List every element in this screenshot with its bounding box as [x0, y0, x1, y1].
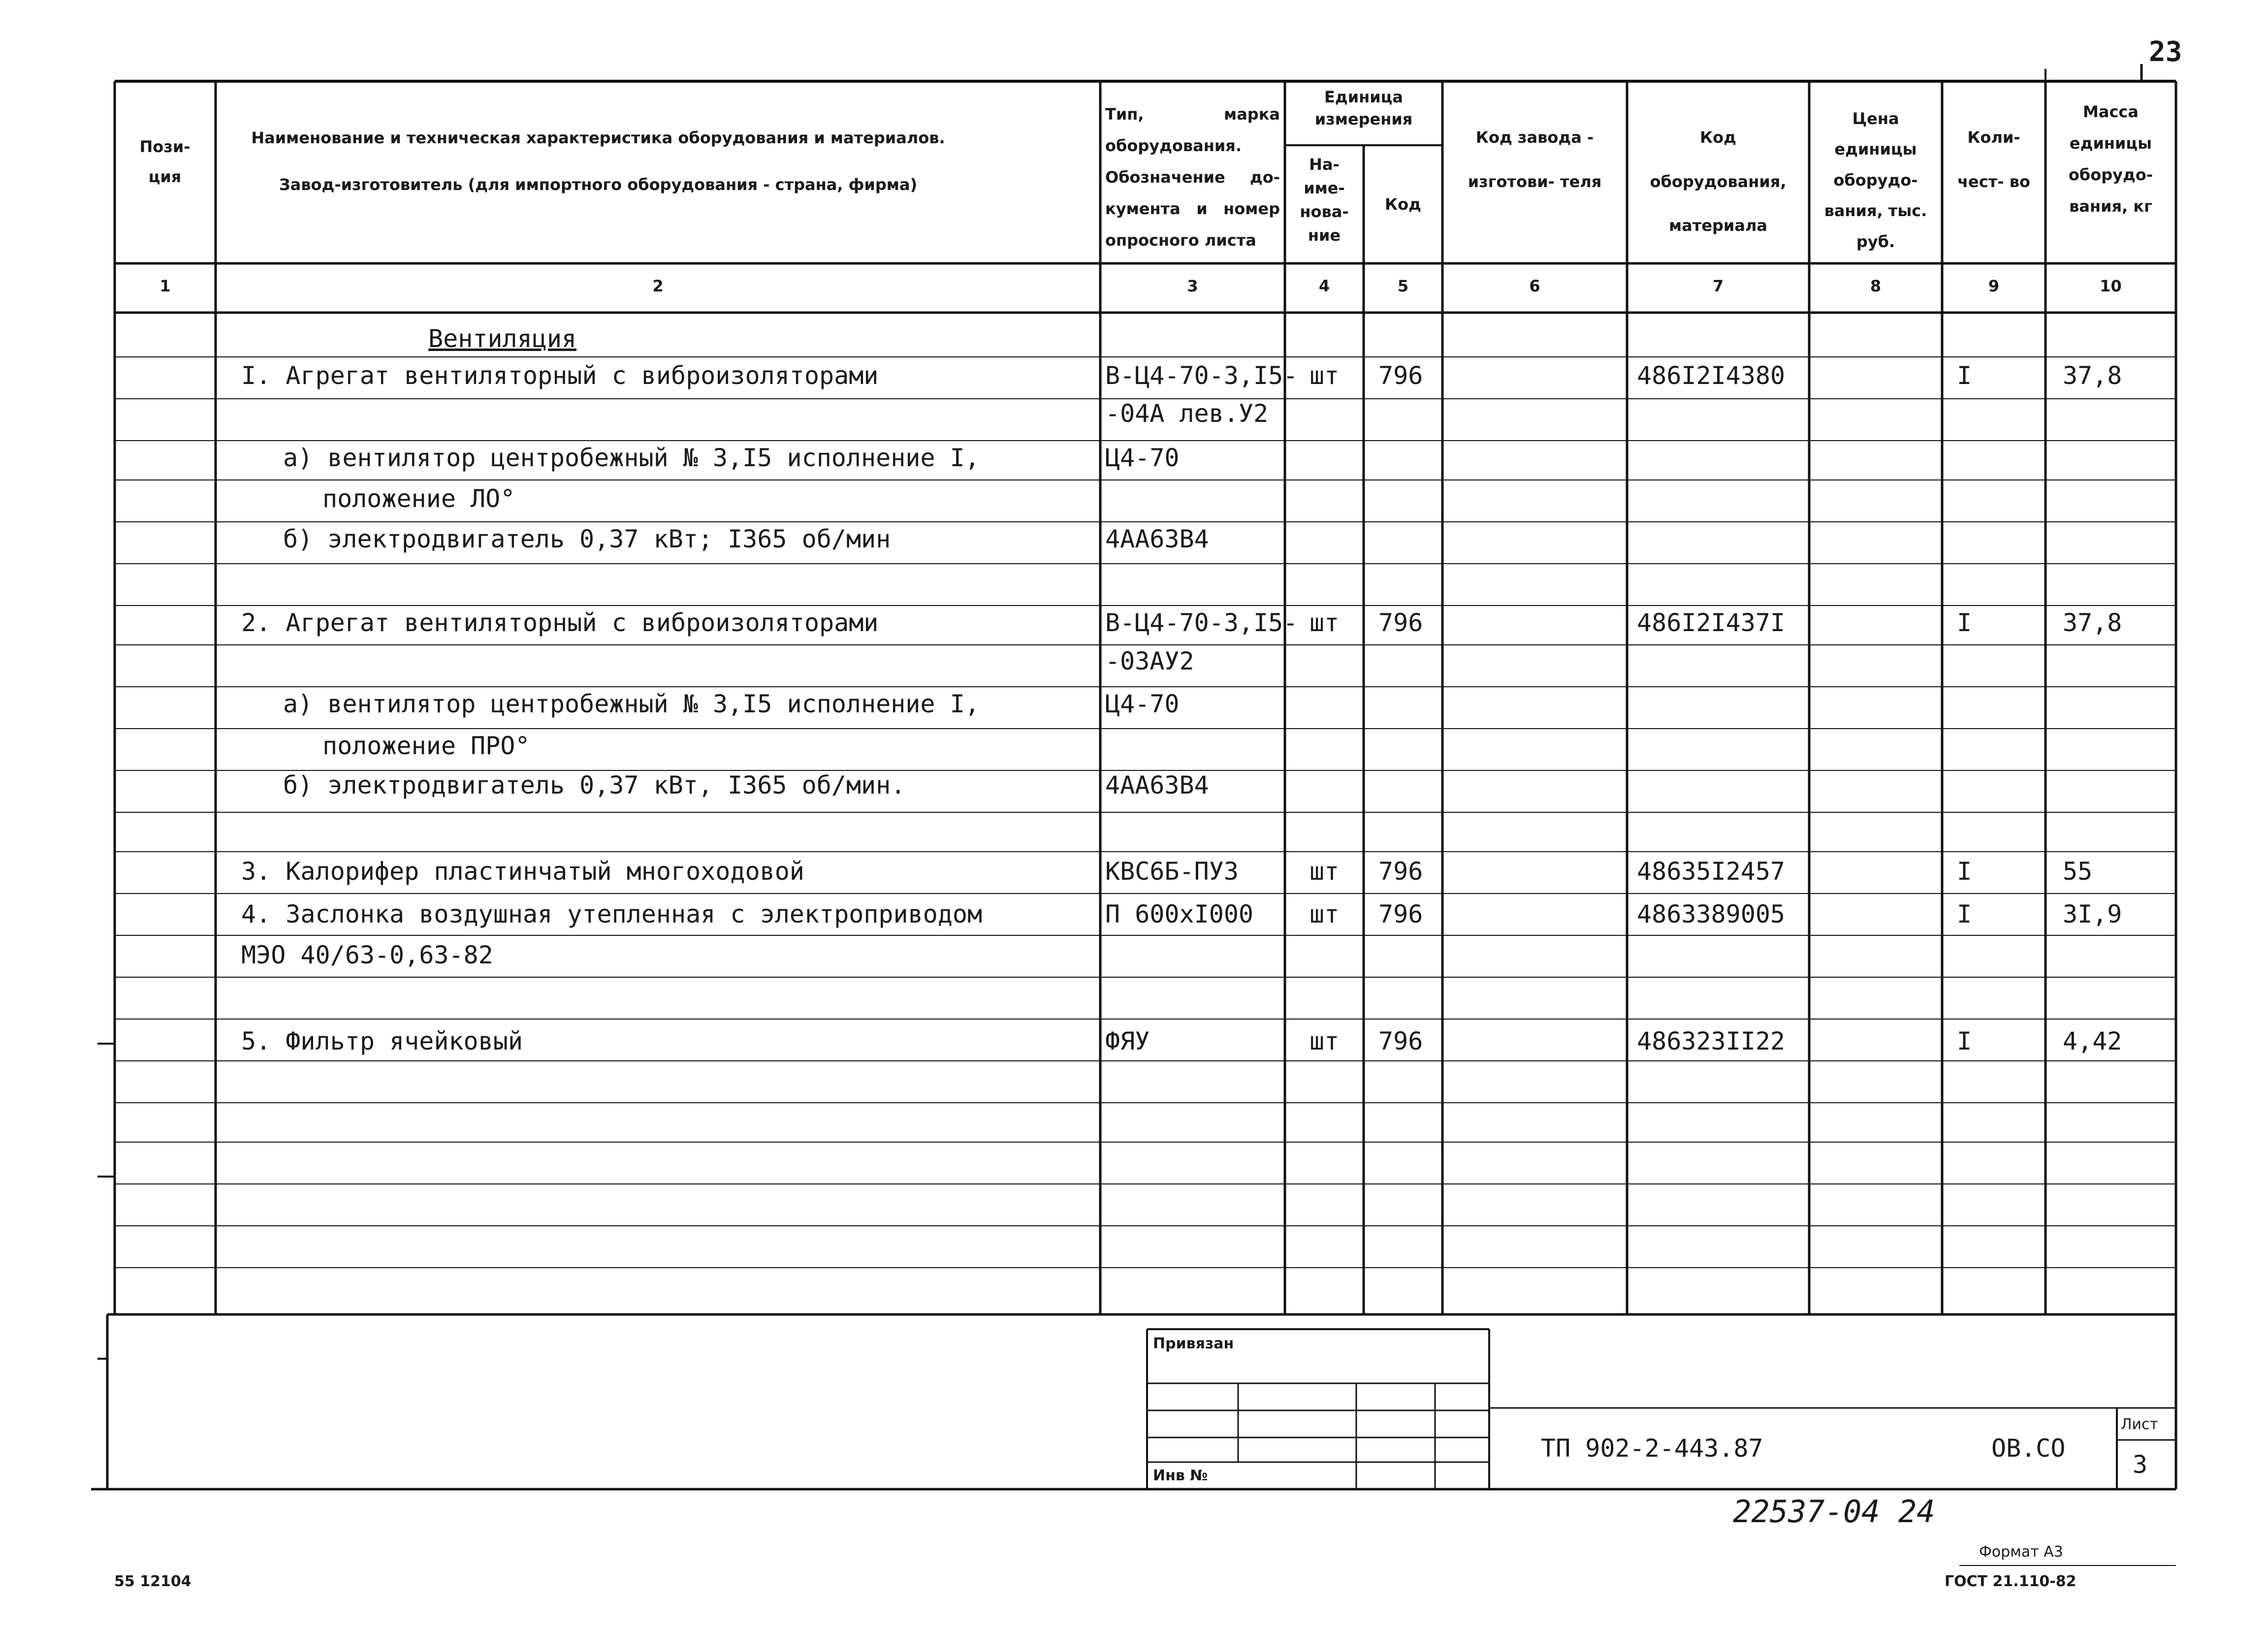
stamp-privyazan: Привязан: [1153, 1335, 1234, 1352]
row-quantity: I: [1957, 1027, 1972, 1055]
row-name: а) вентилятор центробежный № 3,I5 исполнение I,: [283, 444, 980, 472]
column-number: 5: [1397, 277, 1409, 295]
header-equipment-code: Код оборудования, материала: [1650, 128, 1787, 235]
handwritten-number: 22537-04 24: [1733, 1494, 1935, 1530]
column-number: 1: [160, 277, 171, 295]
row-name: 5. Фильтр ячейковый: [241, 1027, 523, 1055]
row-mass: 3I,9: [2063, 900, 2122, 928]
row-name: положение ЛО°: [322, 484, 515, 513]
row-unit: шт: [1310, 900, 1340, 928]
header-quantity: Коли- чест- во: [1957, 128, 2030, 191]
page-number: 23: [2149, 36, 2182, 68]
header-mass: Масса единицы оборудо- вания, кг: [2068, 102, 2153, 216]
header-position: Пози- ция: [139, 137, 191, 186]
column-number: 2: [652, 277, 664, 295]
row-unit-code: 796: [1378, 857, 1423, 886]
row-type: В-Ц4-70-3,I5-: [1105, 361, 1298, 390]
column-number: 3: [1187, 277, 1198, 295]
row-quantity: I: [1957, 361, 1972, 390]
row-unit-code: 796: [1378, 361, 1423, 390]
row-name: а) вентилятор центробежный № 3,I5 исполнение I,: [283, 690, 980, 718]
header-unit-code: Код: [1385, 195, 1421, 214]
row-equipment-code: 486I2I4380: [1637, 361, 1786, 390]
column-number: 4: [1318, 277, 1330, 295]
header-name-line2: Завод-изготовитель (для импортного оборудования - страна, фирма): [279, 175, 918, 194]
row-type: В-Ц4-70-3,I5-: [1105, 608, 1298, 637]
column-number: 10: [2100, 277, 2122, 295]
row-type: 4АА63В4: [1105, 771, 1209, 799]
row-type: -04А лев.У2: [1105, 399, 1269, 428]
row-type: Ц4-70: [1105, 690, 1180, 718]
footer-left: 55 12104: [114, 1573, 192, 1590]
doc-code: ТП 902-2-443.87: [1541, 1434, 1763, 1463]
row-unit: шт: [1310, 361, 1340, 390]
row-name: б) электродвигатель 0,37 кВт, I365 об/мин.: [283, 771, 906, 799]
row-unit: шт: [1310, 857, 1340, 886]
sheet-label: Лист: [2121, 1416, 2159, 1433]
stamp-inv-no: Инв №: [1153, 1467, 1208, 1484]
row-name: 4. Заслонка воздушная утепленная с электроприводом: [241, 900, 983, 928]
row-quantity: I: [1957, 900, 1972, 928]
row-type: П 600хI000: [1105, 900, 1254, 928]
row-name: 2. Агрегат вентиляторный с виброизоляторами: [241, 608, 879, 637]
row-name: б) электродвигатель 0,37 кВт; I365 об/мин: [283, 525, 891, 553]
row-unit: шт: [1310, 608, 1340, 637]
gost-label: ГОСТ 21.110-82: [1945, 1573, 2076, 1590]
header-unit: Единица измерения: [1314, 88, 1413, 128]
row-unit-code: 796: [1378, 900, 1423, 928]
row-unit-code: 796: [1378, 608, 1423, 637]
row-quantity: I: [1957, 608, 1972, 637]
header-price: Цена единицы оборудо- вания, тыс. руб.: [1824, 109, 1927, 251]
column-number: 8: [1870, 277, 1882, 295]
row-quantity: I: [1957, 857, 1972, 886]
row-type: КВС6Б-ПУЗ: [1105, 857, 1239, 886]
row-mass: 37,8: [2063, 608, 2122, 637]
column-number: 7: [1712, 277, 1724, 295]
row-mass: 37,8: [2063, 361, 2122, 390]
row-type: Ц4-70: [1105, 444, 1180, 472]
sheet-code: ОВ.СО: [1991, 1434, 2066, 1463]
row-unit: шт: [1310, 1027, 1340, 1055]
row-mass: 4,42: [2063, 1027, 2122, 1055]
header-type: Тип, марка оборудования. Обозначение до-кумента и номер опросного листа: [1105, 105, 1280, 250]
row-mass: 55: [2063, 857, 2093, 886]
row-name: 3. Калорифер пластинчатый многоходовой: [241, 857, 804, 886]
row-type: ФЯУ: [1105, 1027, 1150, 1055]
row-name: I. Агрегат вентиляторный с виброизоляторами: [241, 361, 879, 390]
row-name: МЭО 40/63-0,63-82: [241, 941, 493, 969]
row-type: 4АА63В4: [1105, 525, 1209, 553]
format-label: Формат А3: [1979, 1543, 2063, 1561]
row-unit-code: 796: [1378, 1027, 1423, 1055]
row-equipment-code: 486323II22: [1637, 1027, 1786, 1055]
row-equipment-code: 486I2I437I: [1637, 608, 1786, 637]
row-name: положение ПРО°: [322, 732, 530, 760]
column-number: 9: [1988, 277, 2000, 295]
row-equipment-code: 4863389005: [1637, 900, 1786, 928]
section-title: Вентиляция: [428, 324, 577, 353]
header-factory-code: Код завода - изготови- теля: [1468, 128, 1602, 191]
row-type: -03АУ2: [1105, 647, 1194, 675]
row-equipment-code: 48635I2457: [1637, 857, 1786, 886]
sheet-number: 3: [2133, 1450, 2148, 1479]
header-name-line1: Наименование и техническая характеристика оборудования и материалов.: [251, 128, 945, 147]
column-number: 6: [1529, 277, 1540, 295]
header-unit-name: На- име- нова- ние: [1300, 155, 1349, 245]
